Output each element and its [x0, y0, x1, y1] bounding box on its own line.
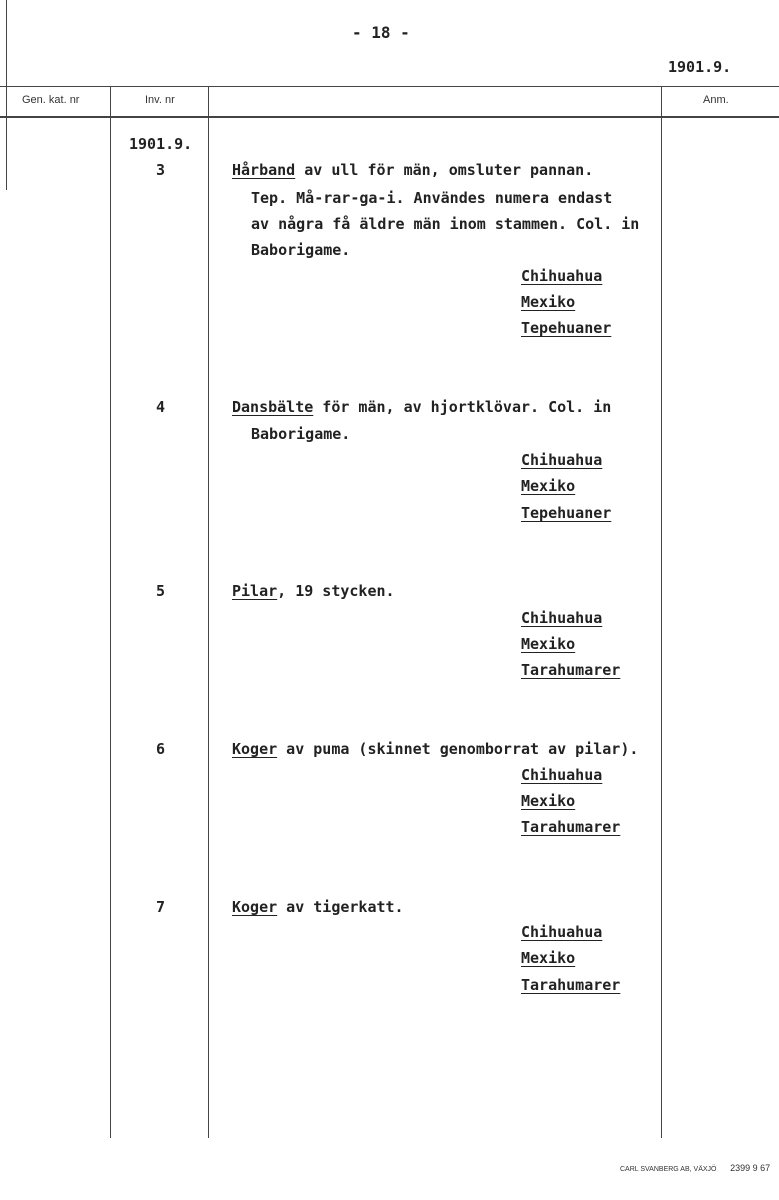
- location-country: Mexiko: [521, 792, 576, 810]
- page-number: - 18 -: [352, 23, 410, 42]
- location-country: Mexiko: [521, 949, 576, 967]
- location-region: Chihuahua: [521, 766, 603, 784]
- inv-number: 3: [156, 161, 166, 179]
- column-header-gen-kat: Gen. kat. nr: [22, 94, 80, 106]
- description-line: [232, 582, 395, 600]
- description-line: [232, 898, 404, 916]
- description-text: av tigerkatt.: [277, 898, 404, 916]
- item-term: Koger: [232, 898, 278, 916]
- gen-kat-column-line: [110, 86, 111, 1138]
- column-header-inv: Inv. nr: [145, 94, 175, 106]
- location-country: Mexiko: [521, 635, 576, 653]
- form-code: 2399 9 67: [730, 1163, 771, 1173]
- item-term: Dansbälte: [232, 398, 314, 416]
- inv-number: 7: [156, 898, 166, 916]
- printer-name: CARL SVANBERG AB, VÄXJÖ: [620, 1166, 717, 1173]
- description-line: Baborigame.: [251, 425, 351, 443]
- item-term: Koger: [232, 740, 278, 758]
- location-country: Mexiko: [521, 293, 576, 311]
- inv-number: 5: [156, 582, 166, 600]
- description-text: av ull för män, omsluter pannan.: [295, 161, 594, 179]
- left-margin-line: [6, 0, 7, 190]
- location-region: Chihuahua: [521, 923, 603, 941]
- location-people: Tarahumarer: [521, 976, 621, 994]
- location-people: Tepehuaner: [521, 504, 612, 522]
- description-line: [232, 161, 593, 179]
- inv-number: 6: [156, 740, 166, 758]
- description-line: [232, 398, 611, 416]
- description-line: av några få äldre män inom stammen. Col. in: [251, 215, 640, 233]
- header-bottom-rule: [0, 116, 779, 118]
- location-country: Mexiko: [521, 477, 576, 495]
- description-line: Baborigame.: [251, 241, 351, 259]
- location-people: Tarahumarer: [521, 661, 621, 679]
- description-text: av puma (skinnet genomborrat av pilar).: [277, 740, 639, 758]
- description-line: Tep. Må-rar-ga-i. Användes numera endast: [251, 189, 613, 207]
- anm-column-line: [661, 86, 662, 1138]
- item-term: Pilar: [232, 582, 278, 600]
- printer-imprint: [620, 1156, 770, 1175]
- location-region: Chihuahua: [521, 451, 603, 469]
- location-people: Tepehuaner: [521, 319, 612, 337]
- location-region: Chihuahua: [521, 267, 603, 285]
- description-text: , 19 stycken.: [277, 582, 395, 600]
- location-people: Tarahumarer: [521, 818, 621, 836]
- location-region: Chihuahua: [521, 609, 603, 627]
- series-number: 1901.9.: [129, 135, 193, 153]
- header-top-rule: [0, 86, 779, 87]
- inv-column-line: [208, 86, 209, 1138]
- inv-number: 4: [156, 398, 166, 416]
- column-header-anm: Anm.: [703, 94, 729, 106]
- item-term: Hårband: [232, 161, 296, 179]
- description-line: [232, 740, 638, 758]
- description-text: för män, av hjortklövar. Col. in: [313, 398, 612, 416]
- series-number-header: 1901.9.: [668, 58, 732, 76]
